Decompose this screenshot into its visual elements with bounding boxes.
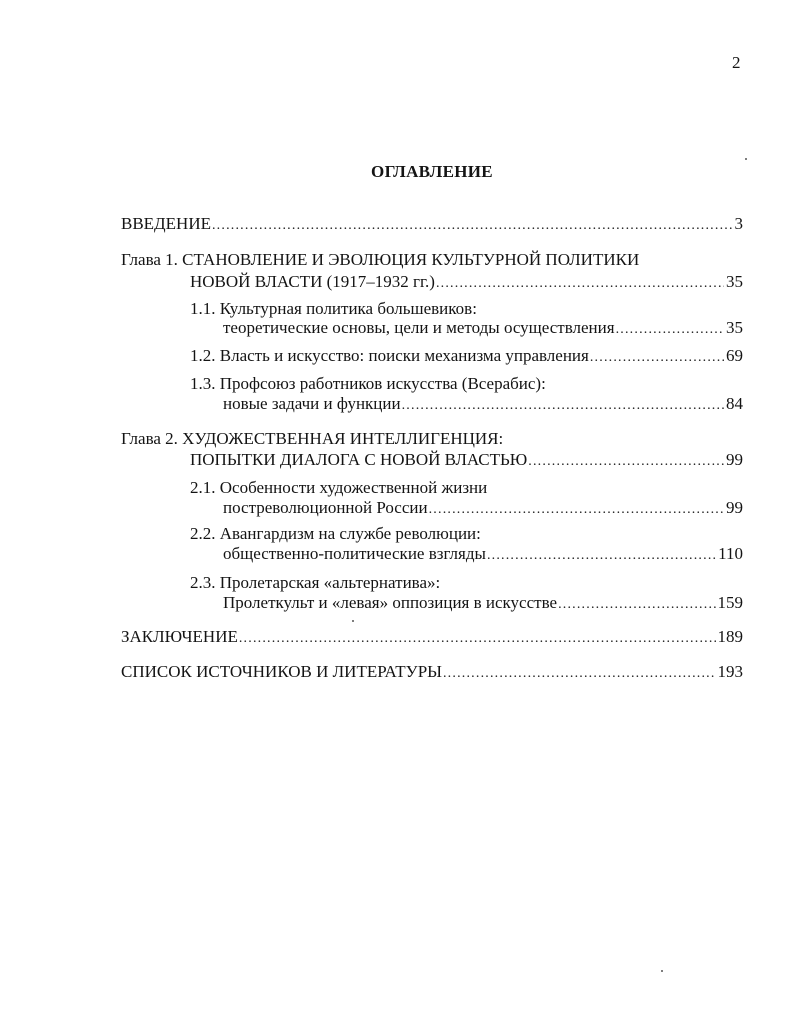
toc-section-2-3 <box>223 592 743 614</box>
toc-entry-page: 35 <box>726 272 743 291</box>
toc-entry-title: 1.2. Власть и искусство: поиски механизма управления <box>190 346 589 365</box>
toc-entry-title: ЗАКЛЮЧЕНИЕ <box>121 627 238 646</box>
toc-section-1-3-line-1: 1.3. Профсоюз работников искусства (Всерабис): <box>190 374 546 393</box>
dot-leader <box>528 451 724 473</box>
toc-entry-page: 110 <box>718 544 743 563</box>
toc-entry-page: 84 <box>726 394 743 413</box>
toc-section-2-2-line-1: 2.2. Авангардизм на службе революции: <box>190 524 481 543</box>
dot-leader <box>443 663 716 685</box>
toc-entry-sources <box>121 661 743 683</box>
dot-leader <box>429 499 724 521</box>
toc-entry-page: 159 <box>717 593 743 612</box>
toc-entry-page: 99 <box>726 498 743 517</box>
toc-entry-intro <box>121 213 743 235</box>
dot-leader <box>487 545 716 567</box>
dot-leader <box>212 215 733 237</box>
toc-section-1-1 <box>223 317 743 339</box>
toc-section-2-1-line-1: 2.1. Особенности художественной жизни <box>190 478 488 497</box>
toc-entry-page: 69 <box>726 346 743 365</box>
toc-section-2-3-line-1: 2.3. Пролетарская «альтернатива»: <box>190 573 441 592</box>
toc-section-2-1 <box>223 497 743 519</box>
toc-entry-title: ПОПЫТКИ ДИАЛОГА С НОВОЙ ВЛАСТЬЮ <box>190 450 528 469</box>
toc-entry-page: 189 <box>717 627 743 646</box>
toc-section-2-2 <box>223 543 743 565</box>
toc-entry-page: 193 <box>717 662 743 681</box>
toc-section-1-1-line-1: 1.1. Культурная политика большевиков: <box>190 299 477 318</box>
toc-section-1-3 <box>223 393 743 415</box>
toc-entry-page: 35 <box>726 318 743 337</box>
dot-leader <box>558 594 715 616</box>
toc-chapter-1-line-1: Глава 1. СТАНОВЛЕНИЕ И ЭВОЛЮЦИЯ КУЛЬТУРНОЙ ПОЛИТИКИ <box>121 250 640 269</box>
toc-entry-title: НОВОЙ ВЛАСТИ (1917–1932 гг.) <box>190 272 435 291</box>
toc-entry-page: 3 <box>734 214 743 233</box>
toc-chapter-2 <box>190 449 743 471</box>
scan-speck <box>745 158 747 160</box>
toc-section-1-2 <box>190 345 743 367</box>
dot-leader <box>402 395 724 417</box>
dot-leader <box>239 628 716 650</box>
toc-entry-title: теоретические основы, цели и методы осуществления <box>223 318 615 337</box>
dot-leader <box>590 347 724 369</box>
toc-entry-conclusion <box>121 626 743 648</box>
toc-entry-page: 99 <box>726 450 743 469</box>
toc-entry-title: новые задачи и функции <box>223 394 401 413</box>
toc-title: ОГЛАВЛЕНИЕ <box>371 162 493 181</box>
scan-speck <box>352 620 354 622</box>
toc-entry-title: ВВЕДЕНИЕ <box>121 214 211 233</box>
page-number: 2 <box>732 53 741 72</box>
toc-entry-title: общественно-политические взгляды <box>223 544 486 563</box>
toc-chapter-1 <box>190 271 743 293</box>
dot-leader <box>436 273 724 295</box>
toc-entry-title: СПИСОК ИСТОЧНИКОВ И ЛИТЕРАТУРЫ <box>121 662 442 681</box>
toc-entry-title: Пролеткульт и «левая» оппозиция в искусстве <box>223 593 558 612</box>
toc-chapter-2-line-1: Глава 2. ХУДОЖЕСТВЕННАЯ ИНТЕЛЛИГЕНЦИЯ: <box>121 429 504 448</box>
dot-leader <box>616 319 724 341</box>
scan-speck <box>661 970 663 972</box>
toc-entry-title: постреволюционной России <box>223 498 428 517</box>
